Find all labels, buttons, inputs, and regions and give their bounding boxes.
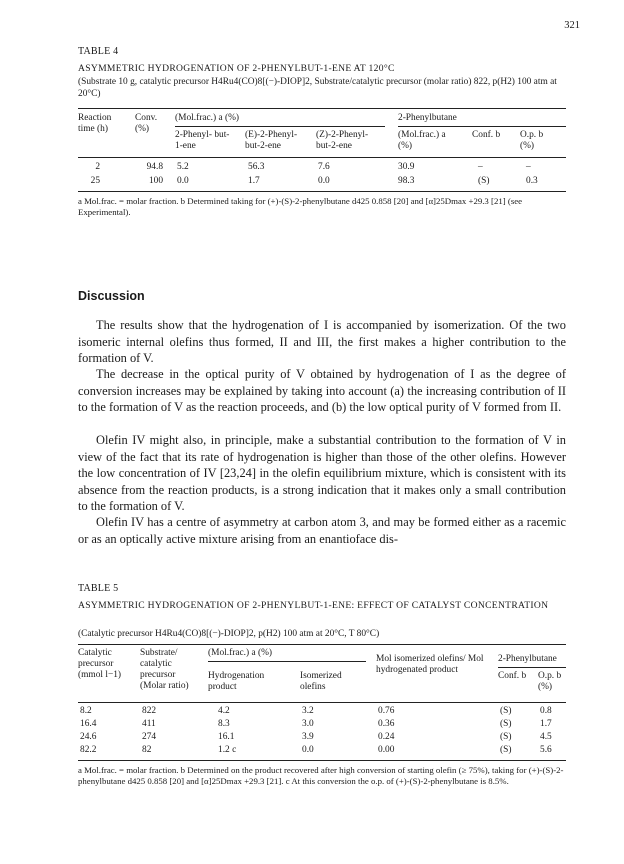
t4-group-rule-right bbox=[398, 126, 566, 127]
t5-header-pb: 2-Phenylbutane bbox=[498, 654, 557, 664]
t5-header-op: O.p. b (%) bbox=[538, 671, 562, 692]
t5-group-rule-left bbox=[208, 661, 366, 662]
table4-footnote: a Mol.frac. = molar fraction. b Determined taking for (+)-(S)-2-phenylbutane d425 0.858 [20] and [α]25Dmax +29.3 [21] (see Experimental). bbox=[78, 196, 523, 217]
table5-mid-rule bbox=[78, 702, 566, 703]
t4-header-1ene: 2-Phenyl- but-1-ene bbox=[175, 130, 230, 151]
t4-header-conf: Conf. b bbox=[472, 130, 501, 140]
t4-header-pb-molfrac: (Mol.frac.) a (%) bbox=[398, 130, 446, 151]
table5-top-rule bbox=[78, 644, 566, 645]
t4-header-conv: Conv. (%) bbox=[135, 113, 158, 134]
t5-group-rule-right bbox=[498, 667, 566, 668]
t4-header-z: (Z)-2-Phenyl- but-2-ene bbox=[316, 130, 369, 151]
page-number: 321 bbox=[564, 20, 580, 31]
paragraph: The results show that the hydrogenation of I is accompanied by isomerization. Of the two isomeric internal olefins thus formed, II and III, the first makes a higher contribution to the formation of V. bbox=[78, 318, 566, 366]
t4-group-rule-left bbox=[175, 126, 385, 127]
t5-header-iso: Isomerized olefins bbox=[300, 671, 342, 692]
table5-footnote: a Mol.frac. = molar fraction. b Determined on the product recovered after high conversion of starting olefin (≥ 75%), taking for (+)-(S)-2-phenylbutane d425 0.858 [20] and [α]25Dmax +29.3 [21]. c At this conversion the o.p. of (+)-(S)-2-phenylbutane is 8.5%. bbox=[78, 765, 564, 786]
t4-header-molfrac: (Mol.frac.) a (%) bbox=[175, 113, 240, 123]
table4-mid-rule bbox=[78, 157, 566, 158]
table4-title: ASYMMETRIC HYDROGENATION OF 2-PHENYLBUT-1-ENE AT 120°C bbox=[78, 63, 395, 74]
table5-label: TABLE 5 bbox=[78, 583, 119, 594]
table5-title: ASYMMETRIC HYDROGENATION OF 2-PHENYLBUT-1-ENE: EFFECT OF CATALYST CONCENTRATION bbox=[78, 600, 549, 611]
t4-header-phenylbutane: 2-Phenylbutane bbox=[398, 113, 457, 123]
table4-label: TABLE 4 bbox=[78, 46, 119, 57]
t5-header-molfrac: (Mol.frac.) a (%) bbox=[208, 648, 273, 658]
table4-bottom-rule bbox=[78, 191, 566, 192]
paragraph: The decrease in the optical purity of V obtained by hydrogenation of I as the degree of conversion increases may be explained by taking into account (a) the increasing contribution of II to the formation of V as the reaction proceeds, and (b) the low optical purity of V formed from II. bbox=[78, 367, 566, 415]
t4-header-e: (E)-2-Phenyl- but-2-ene bbox=[245, 130, 298, 151]
table4-top-rule bbox=[78, 108, 566, 109]
t4-header-op: O.p. b (%) bbox=[520, 130, 544, 151]
t5-header-conf: Conf. b bbox=[498, 671, 527, 681]
paragraph: Olefin IV has a centre of asymmetry at carbon atom 3, and may be formed either as a racemic or as an optically active mixture arising from an enantioface dis- bbox=[78, 515, 566, 546]
t5-header-ratio: Mol isomerized olefins/ Mol hydrogenated product bbox=[376, 654, 484, 675]
t4-header-time: Reaction time (h) bbox=[78, 113, 112, 134]
table5-bottom-rule bbox=[78, 760, 566, 761]
t5-header-sub: Substrate/ catalytic precursor (Molar ratio) bbox=[140, 648, 189, 691]
paragraph: Olefin IV might also, in principle, make a substantial contribution to the formation of V in view of the fact that its rate of hydrogenation is higher than those of the other olefins. However the low concentration of IV [23,24] in the olefin equilibrium mixture, which is consistent with its absence from the reaction products, is a strong indication that it makes only a small contribution to the formation of V. bbox=[78, 433, 566, 514]
table5-subtitle: (Catalytic precursor H4Ru4(CO)8[(−)-DIOP]2, p(H2) 100 atm at 20°C, T 80°C) bbox=[78, 629, 380, 639]
section-heading: Discussion bbox=[78, 289, 145, 303]
t5-header-hydro: Hydrogenation product bbox=[208, 671, 265, 692]
t5-header-cat: Catalytic precursor (mmol l−1) bbox=[78, 648, 122, 680]
table4-subtitle: (Substrate 10 g, catalytic precursor H4Ru4(CO)8[(−)-DIOP]2, Substrate/catalytic precursor (molar ratio) 822, p(H2) 100 atm at 20°C) bbox=[78, 77, 557, 99]
